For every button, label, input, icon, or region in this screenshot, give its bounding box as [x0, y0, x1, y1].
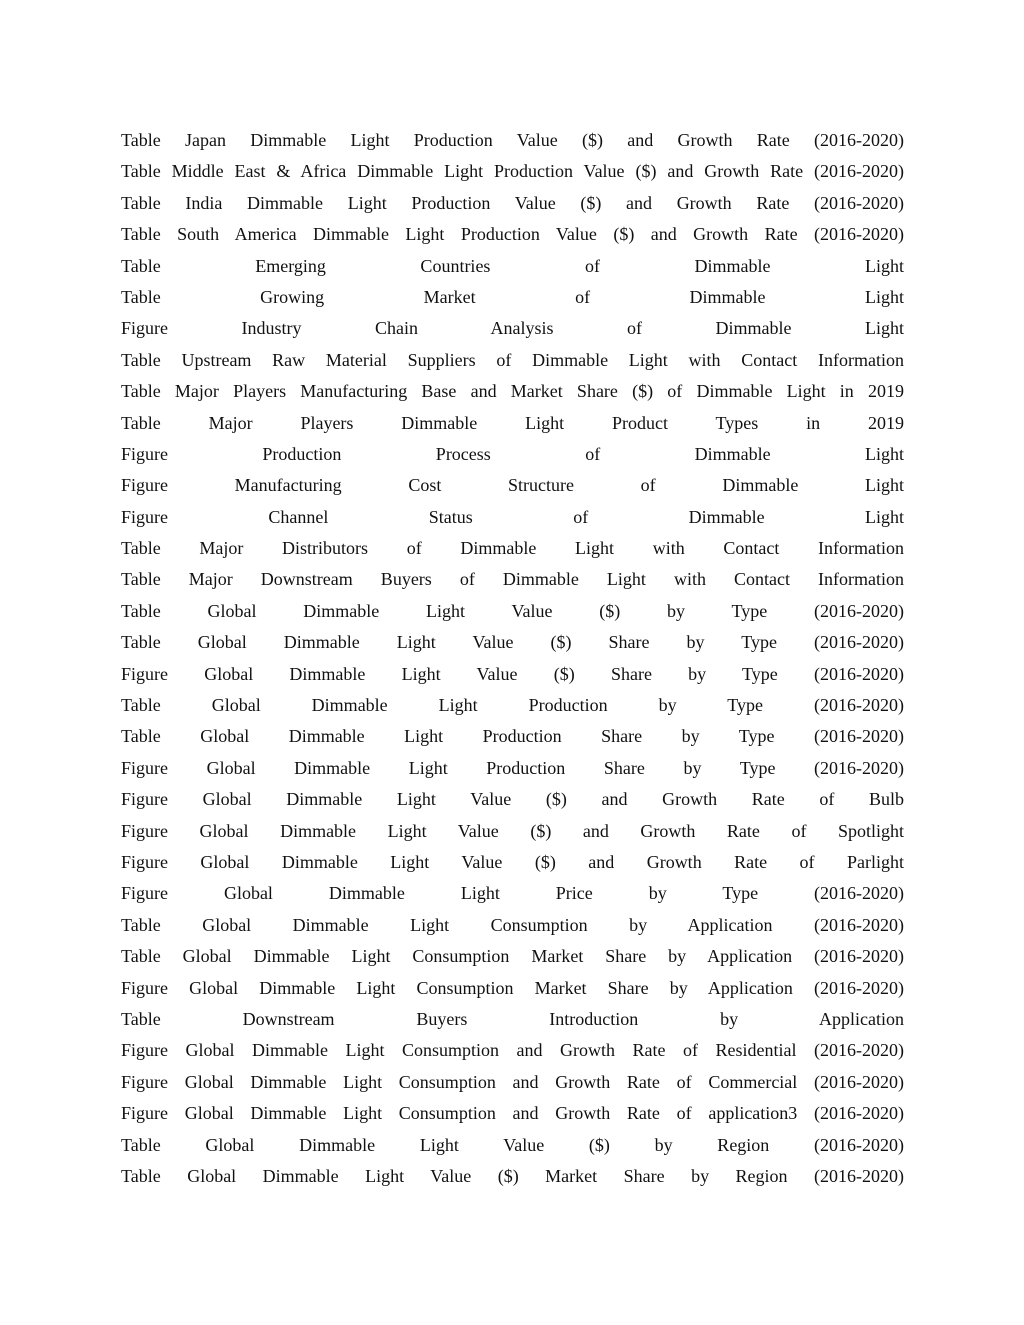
list-item: Table Upstream Raw Material Suppliers of Dimmable Light with Contact Information	[121, 349, 904, 370]
list-item: Figure Production Process of Dimmable Light	[121, 443, 904, 464]
list-item: Table Global Dimmable Light Value ($) by Type (2016-2020)	[121, 600, 904, 621]
list-item: Table Major Players Dimmable Light Product Types in 2019	[121, 412, 904, 433]
list-item: Table South America Dimmable Light Production Value ($) and Growth Rate (2016-2020)	[121, 224, 904, 245]
list-item: Figure Global Dimmable Light Consumption Market Share by Application (2016-2020)	[121, 977, 904, 998]
list-item: Figure Industry Chain Analysis of Dimmable Light	[121, 318, 904, 339]
list-item: Table Middle East & Africa Dimmable Light Production Value ($) and Growth Rate (2016-2020)	[121, 161, 904, 182]
list-item: Figure Manufacturing Cost Structure of Dimmable Light	[121, 475, 904, 496]
list-item: Table Global Dimmable Light Value ($) Market Share by Region (2016-2020)	[121, 1165, 904, 1186]
list-item: Table Downstream Buyers Introduction by Application	[121, 1008, 904, 1029]
list-item: Figure Global Dimmable Light Value ($) and Growth Rate of Parlight	[121, 851, 904, 872]
list-item: Table Major Players Manufacturing Base and Market Share ($) of Dimmable Light in 2019	[121, 381, 904, 402]
list-item: Table India Dimmable Light Production Value ($) and Growth Rate (2016-2020)	[121, 192, 904, 213]
list-item: Figure Global Dimmable Light Consumption and Growth Rate of application3 (2016-2020)	[121, 1103, 904, 1124]
list-item: Table Global Dimmable Light Consumption Market Share by Application (2016-2020)	[121, 946, 904, 967]
list-item: Table Global Dimmable Light Production by Type (2016-2020)	[121, 695, 904, 716]
list-item: Table Growing Market of Dimmable Light	[121, 286, 904, 307]
list-item: Figure Global Dimmable Light Price by Type (2016-2020)	[121, 883, 904, 904]
list-item: Figure Global Dimmable Light Consumption and Growth Rate of Commercial (2016-2020)	[121, 1071, 904, 1092]
list-item: Table Global Dimmable Light Production Share by Type (2016-2020)	[121, 726, 904, 747]
list-item: Table Japan Dimmable Light Production Value ($) and Growth Rate (2016-2020)	[121, 130, 904, 150]
list-of-tables-and-figures	[121, 125, 904, 1192]
list-item: Table Major Downstream Buyers of Dimmable Light with Contact Information	[121, 569, 904, 590]
list-item: Table Global Dimmable Light Value ($) Share by Type (2016-2020)	[121, 632, 904, 653]
list-item: Figure Global Dimmable Light Value ($) and Growth Rate of Spotlight	[121, 820, 904, 841]
list-item: Figure Global Dimmable Light Value ($) Share by Type (2016-2020)	[121, 663, 904, 684]
list-item: Table Emerging Countries of Dimmable Light	[121, 255, 904, 276]
list-item: Figure Global Dimmable Light Production Share by Type (2016-2020)	[121, 757, 904, 778]
list-item: Figure Channel Status of Dimmable Light	[121, 506, 904, 527]
list-item: Figure Global Dimmable Light Value ($) and Growth Rate of Bulb	[121, 789, 904, 810]
list-item: Table Major Distributors of Dimmable Light with Contact Information	[121, 538, 904, 559]
list-item: Table Global Dimmable Light Consumption by Application (2016-2020)	[121, 914, 904, 935]
list-item: Table Global Dimmable Light Value ($) by Region (2016-2020)	[121, 1134, 904, 1155]
list-item: Figure Global Dimmable Light Consumption and Growth Rate of Residential (2016-2020)	[121, 1040, 904, 1061]
